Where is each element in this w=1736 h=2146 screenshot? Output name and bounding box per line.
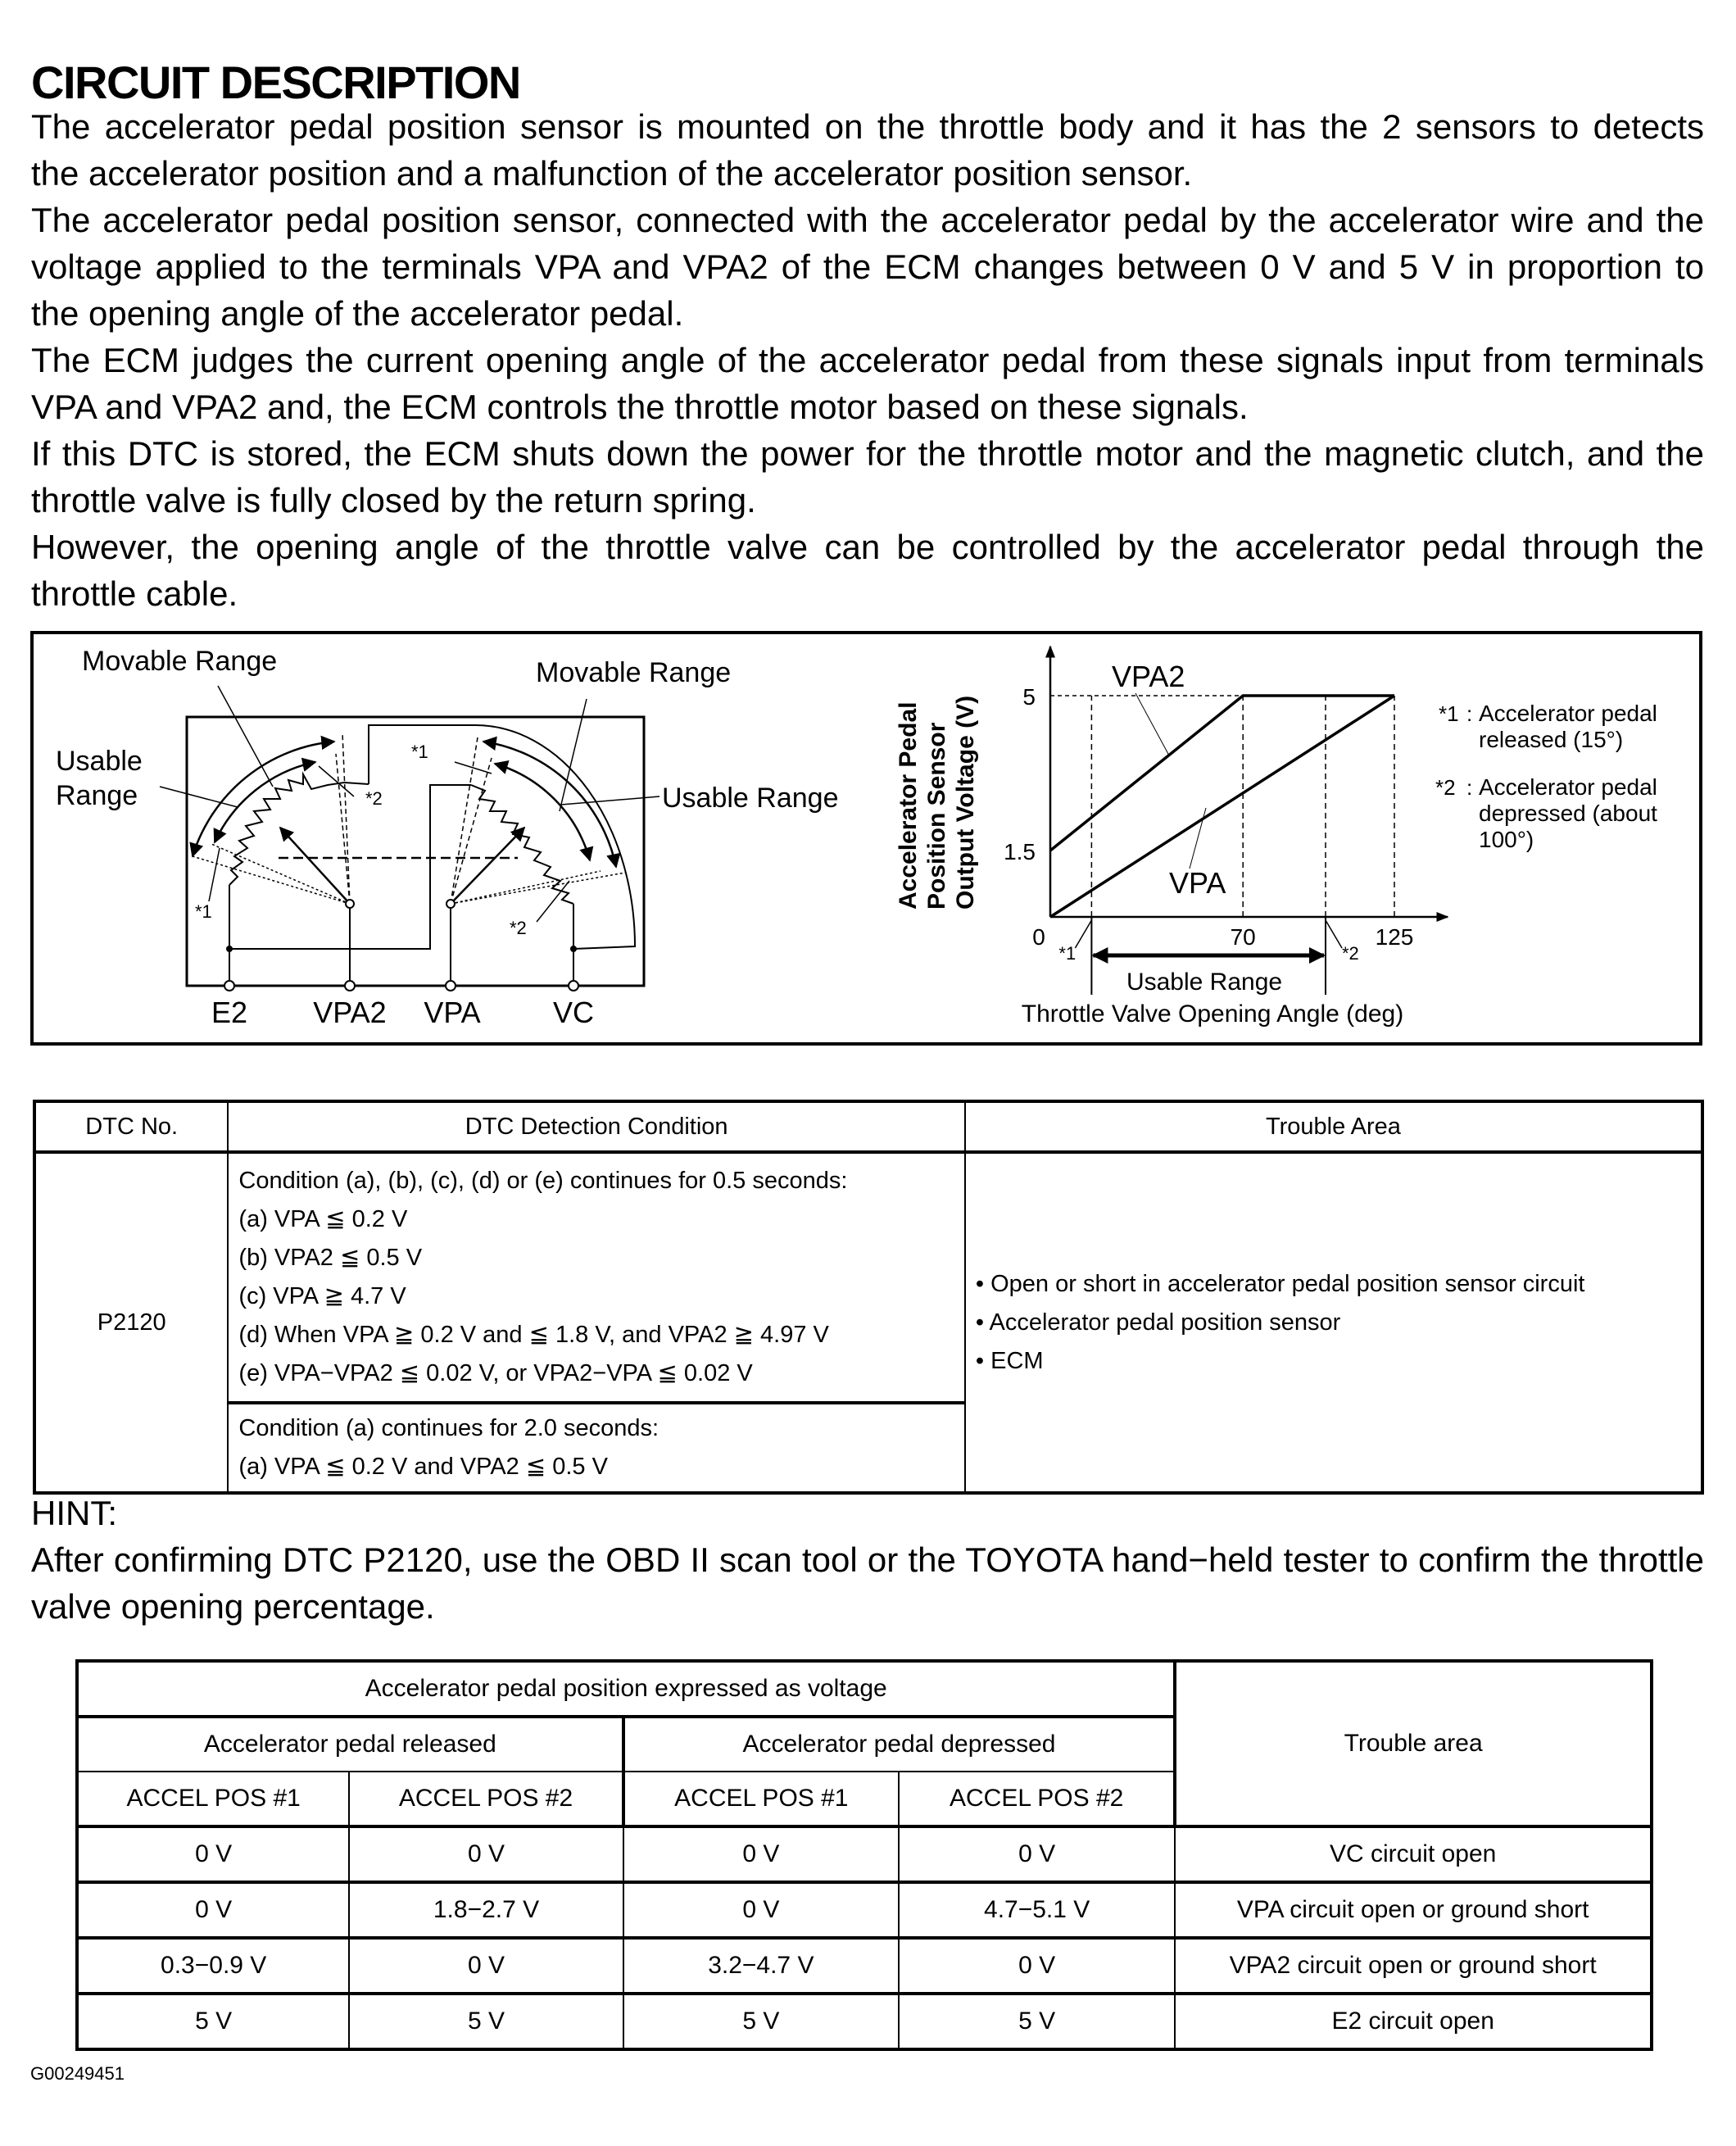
x-tick-label: 0	[1032, 924, 1045, 950]
voltage-table	[75, 1659, 1653, 2051]
sub-header: ACCEL POS #1	[77, 1772, 349, 1826]
x-tick-label: 70	[1230, 924, 1256, 950]
cell: 1.8−2.7 V	[349, 1882, 623, 1938]
cell: 5 V	[77, 1994, 349, 2049]
hint-text-line: After confirming DTC P2120, use the OBD II scan tool or the TOYOTA hand−held tester to confirm the throttle	[31, 1540, 1704, 1579]
trouble-area-header: Trouble area	[1175, 1661, 1652, 1826]
paragraph-line: voltage applied to the terminals VPA and VPA2 of the ECM changes between 0 V and 5 V in proportion to	[31, 247, 1704, 286]
condition-line: (a) VPA ≦ 0.2 V and VPA2 ≦ 0.5 V	[238, 1454, 608, 1480]
condition-group-1	[228, 1152, 964, 1403]
x-tick-label: 125	[1375, 924, 1414, 950]
voltage-table-row	[77, 1994, 1652, 2049]
group-header: Accelerator pedal position expressed as voltage	[77, 1661, 1175, 1717]
paragraph-line: The accelerator pedal position sensor is mounted on the throttle body and it has the 2 sensors to detects	[31, 107, 1704, 146]
usable-range-label-right: Usable Range	[662, 783, 839, 814]
hint-label: HINT:	[31, 1494, 117, 1532]
cell: 5 V	[623, 1994, 899, 2049]
note-1-line-2: released (15°)	[1479, 727, 1624, 752]
condition-line: Condition (a) continues for 2.0 seconds:	[238, 1415, 659, 1441]
marker-leader	[1326, 920, 1342, 948]
paragraph-line: throttle valve is fully closed by the return spring.	[31, 481, 756, 519]
released-header: Accelerator pedal released	[77, 1717, 623, 1772]
sub-header: ACCEL POS #1	[623, 1772, 899, 1826]
condition-line: (e) VPA−VPA2 ≦ 0.02 V, or VPA2−VPA ≦ 0.02 V	[238, 1360, 753, 1386]
y-axis-label-line: Output Voltage (V)	[952, 695, 979, 910]
usable-range-label-left-2: Range	[56, 780, 138, 811]
condition-line: (d) When VPA ≧ 0.2 V and ≦ 1.8 V, and VPA2 ≧ 4.97 V	[238, 1322, 829, 1348]
cell: 3.2−4.7 V	[623, 1938, 899, 1994]
trouble-area-list	[965, 1152, 1702, 1493]
note-2-line-3: 100°)	[1479, 827, 1534, 852]
series-label-leader	[1190, 808, 1206, 869]
paragraph-line: If this DTC is stored, the ECM shuts down the power for the throttle motor and the magnetic clutch, and the	[31, 434, 1704, 473]
marker-1-left: *1	[195, 901, 212, 922]
cell: 4.7−5.1 V	[899, 1882, 1175, 1938]
cell: 0 V	[77, 1882, 349, 1938]
marker-leader	[1075, 920, 1091, 948]
y-axis-label	[895, 696, 979, 910]
terminal-label-vc: VC	[552, 996, 595, 1029]
dtc-table-header-row	[34, 1101, 1702, 1152]
trouble-area-item: • Open or short in accelerator pedal position sensor circuit	[975, 1270, 1585, 1297]
range-marker-2: *2	[1342, 943, 1359, 964]
note-colon: :	[1466, 775, 1473, 800]
note-colon: :	[1466, 701, 1473, 726]
movable-range-label-left: Movable Range	[82, 646, 278, 677]
condition-line: (c) VPA ≧ 4.7 V	[238, 1283, 406, 1309]
cell: 0 V	[623, 1882, 899, 1938]
terminal-label-e2: E2	[211, 996, 248, 1029]
trouble-cell: VPA circuit open or ground short	[1175, 1882, 1652, 1938]
trouble-cell: VC circuit open	[1175, 1826, 1652, 1882]
dtc-table	[33, 1100, 1704, 1495]
series-label-leader	[1135, 693, 1169, 755]
cell: 0 V	[77, 1826, 349, 1882]
header-detection-condition: DTC Detection Condition	[228, 1101, 964, 1152]
series-line-vpa2	[1050, 696, 1394, 851]
depressed-header: Accelerator pedal depressed	[623, 1717, 1176, 1772]
y-tick-label: 1.5	[1004, 839, 1036, 864]
note-2-line-1: Accelerator pedal	[1479, 774, 1657, 800]
condition-group-2	[228, 1403, 964, 1493]
y-tick-label: 5	[1022, 684, 1036, 710]
figure-code: G00249451	[30, 2063, 125, 2084]
cell: 0 V	[899, 1826, 1175, 1882]
dtc-code: P2120	[34, 1152, 228, 1493]
x-axis-label: Throttle Valve Opening Angle (deg)	[1021, 1000, 1404, 1028]
y-axis-label-line: Accelerator Pedal	[895, 701, 922, 910]
sub-header: ACCEL POS #2	[899, 1772, 1175, 1826]
voltage-table-row	[77, 1882, 1652, 1938]
usable-range-label: Usable Range	[1126, 969, 1283, 996]
cell: 5 V	[349, 1994, 623, 2049]
voltage-table-row	[77, 1826, 1652, 1882]
cell: 5 V	[899, 1994, 1175, 2049]
voltage-table-row	[77, 1938, 1652, 1994]
cell: 0 V	[349, 1826, 623, 1882]
condition-line: (a) VPA ≦ 0.2 V	[238, 1206, 408, 1232]
sub-header: ACCEL POS #2	[349, 1772, 623, 1826]
y-axis-label-line: Position Sensor	[923, 722, 950, 910]
trouble-cell: E2 circuit open	[1175, 1994, 1652, 2049]
dtc-table-row	[34, 1152, 1702, 1403]
note-marker-1: *1	[1439, 701, 1459, 726]
paragraph-line: However, the opening angle of the throttle valve can be controlled by the accelerator pedal through the	[31, 528, 1704, 566]
paragraph-line: The accelerator pedal position sensor, connected with the accelerator pedal by the accelerator wire and the	[31, 201, 1704, 239]
header-trouble-area: Trouble Area	[965, 1101, 1702, 1152]
series-label-vpa2: VPA2	[1112, 660, 1185, 693]
cell: 0 V	[623, 1826, 899, 1882]
paragraph-line: The ECM judges the current opening angle of the accelerator pedal from these signals input from terminals	[31, 341, 1704, 379]
condition-line: Condition (a), (b), (c), (d) or (e) continues for 0.5 seconds:	[238, 1168, 848, 1194]
usable-range-label-left-1: Usable	[56, 746, 143, 777]
note-1-line-1: Accelerator pedal	[1479, 701, 1657, 726]
marker-2-right: *2	[510, 918, 527, 938]
trouble-cell: VPA2 circuit open or ground short	[1175, 1938, 1652, 1994]
movable-range-label-right: Movable Range	[536, 657, 732, 688]
cell: 0.3−0.9 V	[77, 1938, 349, 1994]
trouble-area-item: • Accelerator pedal position sensor	[975, 1309, 1341, 1336]
condition-line: (b) VPA2 ≦ 0.5 V	[238, 1245, 423, 1271]
series-label-vpa: VPA	[1169, 866, 1226, 900]
paragraph-line: the opening angle of the accelerator pedal.	[31, 294, 684, 333]
note-2-line-2: depressed (about	[1479, 801, 1657, 826]
trouble-area-item: • ECM	[975, 1347, 1044, 1374]
hint-text-line: valve opening percentage.	[31, 1587, 435, 1626]
marker-2-left: *2	[365, 788, 383, 809]
note-marker-2: *2	[1435, 775, 1456, 800]
paragraph-line: VPA and VPA2 and, the ECM controls the throttle motor based on these signals.	[31, 388, 1249, 426]
cell: 0 V	[899, 1938, 1175, 1994]
voltage-table-header-row	[77, 1661, 1652, 1717]
marker-1-right: *1	[411, 742, 428, 762]
paragraph-line: the accelerator position and a malfunction of the accelerator position sensor.	[31, 154, 1193, 193]
terminal-label-vpa: VPA	[424, 996, 481, 1029]
range-marker-1: *1	[1058, 943, 1077, 964]
section-title: CIRCUIT DESCRIPTION	[31, 57, 520, 108]
cell: 0 V	[349, 1938, 623, 1994]
header-dtc-no: DTC No.	[34, 1101, 228, 1152]
terminal-label-vpa2: VPA2	[313, 996, 387, 1029]
paragraph-line: throttle cable.	[31, 574, 238, 613]
